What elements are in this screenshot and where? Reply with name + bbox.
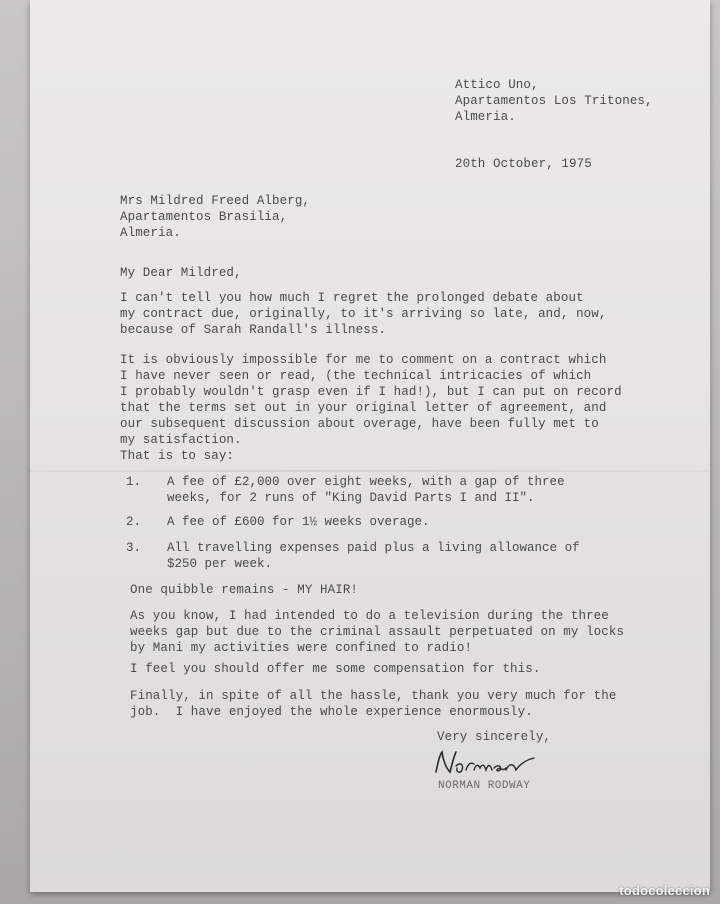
paragraph-hair: As you know, I had intended to do a television during the three weeks gap but due to the criminal assault perpetuated on my locks by Mani my activities were confined to radio!: [130, 609, 625, 655]
handwritten-signature: [430, 748, 540, 780]
paragraph-contract: It is obviously impossible for me to comment on a contract which I have never seen or read, (the technical intricacies of which I probably wouldn't grasp even if I had!), but I can put on record that the terms set out in your original letter of agreement, and our subsequent discussion about overage, have been fully met to my satisfaction.: [120, 353, 622, 447]
list-item-number: 2.: [126, 515, 142, 529]
sender-address: Attico Uno, Apartamentos Los Tritones, Almeria.: [455, 78, 653, 124]
salutation: My Dear Mildred,: [120, 266, 242, 280]
typed-name: NORMAN RODWAY: [438, 780, 531, 792]
list-item-number: 1.: [126, 475, 142, 489]
list-item-text: All travelling expenses paid plus a living allowance of $250 per week.: [167, 541, 580, 571]
paragraph-regret: I can't tell you how much I regret the prolonged debate about my contract due, originally, to it's arriving so late, and, now, because of Sarah Randall's illness.: [120, 291, 607, 337]
recipient-address: Mrs Mildred Freed Alberg, Apartamentos Brasilia, Almeria.: [120, 194, 311, 240]
watermark-logo: [619, 883, 710, 898]
list-item-text: A fee of £600 for 1½ weeks overage.: [167, 515, 430, 529]
paragraph-compensation: I feel you should offer me some compensation for this.: [130, 662, 541, 676]
letter-page: [30, 0, 710, 892]
closing: Very sincerely,: [437, 730, 552, 744]
paragraph-thanks: Finally, in spite of all the hassle, thank you very much for the job. I have enjoyed the whole experience enormously.: [130, 689, 617, 719]
watermark-text: todocoleccion: [619, 883, 710, 898]
list-intro: That is to say:: [120, 449, 235, 463]
list-item-number: 3.: [126, 541, 142, 555]
paragraph-quibble: One quibble remains - MY HAIR!: [130, 583, 359, 597]
list-item-text: A fee of £2,000 over eight weeks, with a gap of three weeks, for 2 runs of "King David Parts I and II".: [167, 475, 565, 505]
letter-date: 20th October, 1975: [455, 157, 592, 171]
